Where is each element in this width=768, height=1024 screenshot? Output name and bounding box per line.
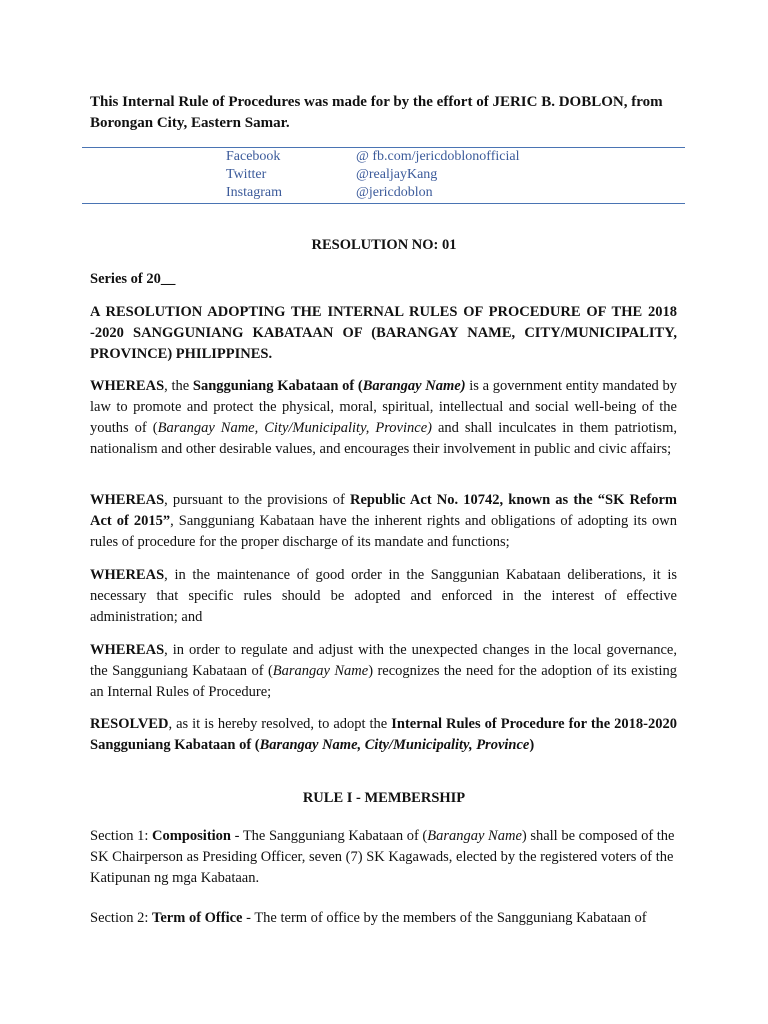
whereas-lead: WHEREAS <box>90 492 165 508</box>
resolved-lead: RESOLVED <box>90 716 169 732</box>
text-run: Barangay Name, City/Municipality, Province <box>259 737 530 753</box>
whereas-paragraph-1 <box>90 376 677 460</box>
text-run: ) recognizes the need for the adoption of its existing an Internal Rules of Procedure; <box>90 663 677 700</box>
text-run: , the <box>164 378 193 394</box>
text-run: Barangay Name, City/Municipality, Province) <box>157 420 432 436</box>
section-1 <box>90 826 677 889</box>
text-run: Barangay Name <box>272 663 369 679</box>
text-run: - The term of office by the members of the Sangguniang Kabataan of <box>242 910 647 926</box>
resolved-paragraph <box>90 714 677 756</box>
whereas-paragraph-2 <box>90 490 677 553</box>
text-run: Barangay Name <box>427 828 522 844</box>
whereas-paragraph-3 <box>90 565 677 628</box>
text-run: Republic Act No. 10742, known as the “SK Reform Act of 2015” <box>90 492 677 529</box>
intro-note: This Internal Rule of Procedures was made for by the effort of JERIC B. DOBLON, from Borongan City, Eastern Samar. <box>90 94 663 131</box>
section-title: Term of Office <box>152 910 243 926</box>
section-title: Composition <box>152 828 231 844</box>
text-run: Sangguniang Kabataan of ( <box>192 378 363 394</box>
section-2 <box>90 908 677 929</box>
social-handle[interactable]: @realjayKang <box>356 167 438 182</box>
social-row-twitter <box>226 166 437 184</box>
text-run: ) shall be composed of the SK Chairperson as Presiding Officer, seven (7) SK Kagawads, elected by the registered voters of the Katipunan ng mga Kabataan. <box>90 828 675 886</box>
series-line: Series of 20__ <box>90 271 176 287</box>
social-platform: Instagram <box>226 185 282 200</box>
text-run: , Sangguniang Kabataan have the inherent rights and obligations of adopting its own rules of procedure for the proper discharge of its mandate and functions; <box>90 513 677 550</box>
resolution-heading: A RESOLUTION ADOPTING THE INTERNAL RULES OF PROCEDURE OF THE 2018 -2020 SANGGUNIANG KABATAAN OF (BARANGAY NAME, CITY/MUNICIPALITY, PROVINCE) PHILIPPINES. <box>90 304 677 362</box>
social-row-facebook <box>226 148 519 166</box>
resolution-title: RESOLUTION NO: 01 <box>311 237 457 253</box>
text-run: , as it is hereby resolved, to adopt the <box>168 716 392 732</box>
social-links-box <box>82 147 685 204</box>
text-run: and shall inculcates in them patriotism, nationalism and other desirable values, and encourages their involvement in public and civic affairs; <box>90 420 677 457</box>
social-platform: Facebook <box>226 149 281 164</box>
text-run: , in order to regulate and adjust with the unexpected changes in the local governance, the Sangguniang Kabataan of ( <box>90 642 677 679</box>
rule-title: RULE I - MEMBERSHIP <box>302 790 466 806</box>
section-label: Section 1: <box>90 828 153 844</box>
text-run: , in the maintenance of good order in the Sanggunian Kabataan deliberations, it is necessary that specific rules should be adopted and enforced in the interest of effective administration; and <box>90 567 677 625</box>
text-run: Internal Rules of Procedure for the 2018-2020 Sangguniang Kabataan of ( <box>90 716 677 753</box>
whereas-paragraph-4 <box>90 640 677 703</box>
section-label: Section 2: <box>90 910 153 926</box>
whereas-lead: WHEREAS <box>90 567 165 583</box>
whereas-lead: WHEREAS <box>90 642 165 658</box>
text-run: Barangay Name) <box>362 378 466 394</box>
text-run: ) <box>529 737 535 753</box>
social-handle[interactable]: @jericdoblon <box>356 185 433 200</box>
whereas-lead: WHEREAS <box>90 378 165 394</box>
text-run: is a government entity mandated by law to promote and protect the physical, moral, spiritual, intellectual and social well-being of the youths of ( <box>90 378 677 436</box>
social-platform: Twitter <box>226 167 267 182</box>
social-handle[interactable]: @ fb.com/jericdoblonofficial <box>356 149 520 164</box>
social-row-instagram <box>226 184 433 202</box>
text-run: - The Sangguniang Kabataan of ( <box>231 828 428 844</box>
text-run: , pursuant to the provisions of <box>164 492 350 508</box>
